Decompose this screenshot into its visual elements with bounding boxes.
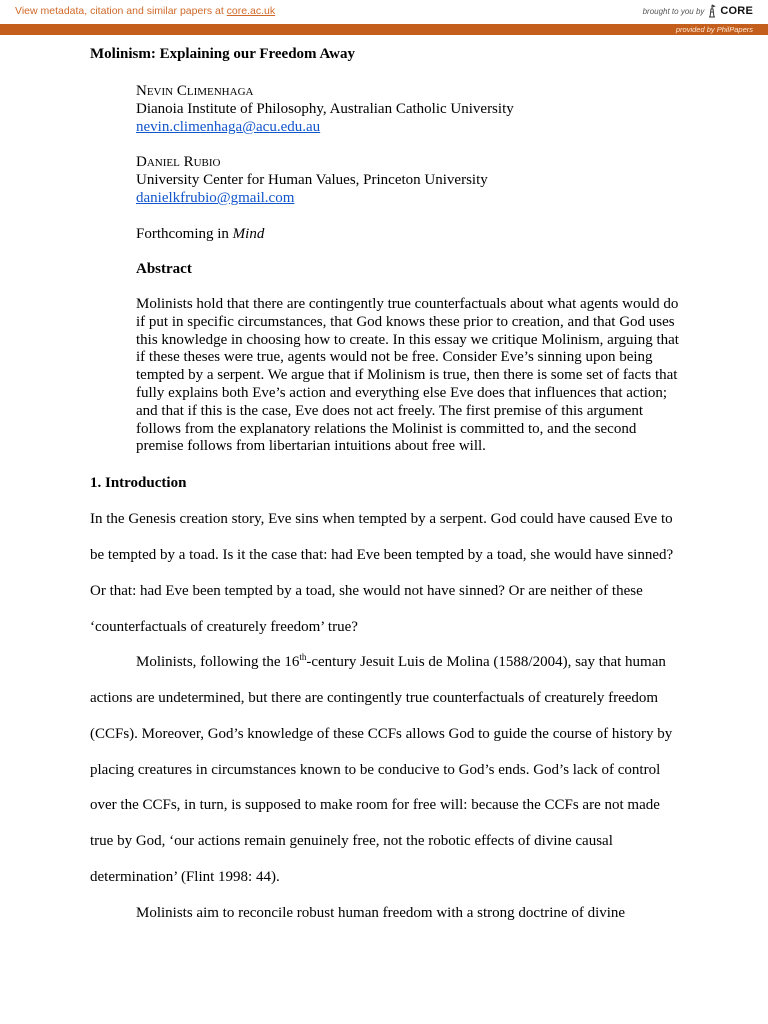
body-line: (CCFs). Moreover, God’s knowledge of these CCFs allows God to guide the course of history by: [90, 726, 673, 742]
author-affiliation: University Center for Human Values, Princeton University: [136, 172, 488, 188]
core-logo-text: CORE: [720, 5, 753, 17]
provider-strip: [0, 24, 768, 35]
author-email-link[interactable]: nevin.climenhaga@acu.edu.au: [136, 119, 321, 135]
body-line: Or that: had Eve been tempted by a toad, she would not have sinned? Or are neither of these: [90, 583, 643, 599]
brought-to-you-text: brought to you by: [642, 6, 705, 16]
journal-name: Mind: [232, 226, 265, 242]
author-name: Nevin Climenhaga: [136, 83, 254, 99]
body-line: over the CCFs, in turn, is supposed to make room for free will: because the CCFs are not made: [90, 797, 660, 813]
paper-title: Molinism: Explaining our Freedom Away: [90, 46, 356, 62]
provided-by-text[interactable]: provided by PhilPapers: [675, 25, 753, 34]
abstract-heading: Abstract: [136, 261, 192, 277]
core-metadata-notice: [15, 5, 275, 17]
body-line: actions are undetermined, but there are contingently true counterfactuals of creaturely freedom: [90, 690, 659, 706]
author-name: Daniel Rubio: [136, 154, 221, 170]
forthcoming-prefix: Forthcoming in: [136, 226, 233, 242]
core-header-bar: [0, 0, 768, 24]
body-line: [136, 652, 666, 672]
body-line: placing creatures in circumstances known to be conducive to God’s ends. God’s lack of control: [90, 762, 661, 778]
abstract-text: Molinists hold that there are contingently true counterfactuals about what agents would do if put in specific circumstances, that God knows these prior to creation, and that God uses this knowledge in choosing how to create. In this essay we critique Molinism, arguing that if these theses were true, agents would not be free. Consider Eve’s sinning upon being tempted by a serpent. We argue that if Molinism is true, then there is some set of facts that fully explains both Eve’s action and everything else Eve does that influences that action; and that if this is the case, Eve does not act freely. The first premise of this argument follows from the explanatory relations the Molinist is committed to, and the second premise follows from libertarian intuitions about free will.: [136, 296, 679, 455]
body-line: Molinists aim to reconcile robust human freedom with a strong doctrine of divine: [136, 905, 626, 921]
core-brought-by[interactable]: [643, 4, 753, 18]
section-heading: 1. Introduction: [90, 475, 187, 491]
core-logo-icon: [707, 4, 717, 18]
text-segment: Molinists, following the 16: [136, 654, 300, 670]
core-metadata-prefix: View metadata, citation and similar papers at: [15, 5, 227, 17]
author-affiliation: Dianoia Institute of Philosophy, Australian Catholic University: [136, 101, 514, 117]
body-line: be tempted by a toad. Is it the case that: had Eve been tempted by a toad, she would have sinned?: [90, 547, 674, 563]
body-line: determination’ (Flint 1998: 44).: [90, 869, 280, 885]
body-line: true by God, ‘our actions remain genuinely free, not the robotic effects of divine causal: [90, 833, 613, 849]
body-line: In the Genesis creation story, Eve sins when tempted by a serpent. God could have caused Eve to: [90, 511, 673, 527]
forthcoming-note: [136, 225, 264, 243]
superscript: th: [299, 652, 307, 662]
body-line: ‘counterfactuals of creaturely freedom’ true?: [90, 619, 358, 635]
text-segment: -century Jesuit Luis de Molina (1588/2004), say that human: [306, 654, 666, 670]
author-block-2: [136, 153, 488, 207]
author-email-link[interactable]: danielkfrubio@gmail.com: [136, 190, 295, 206]
author-block-1: [136, 82, 514, 136]
core-ac-uk-link[interactable]: core.ac.uk: [226, 5, 276, 17]
